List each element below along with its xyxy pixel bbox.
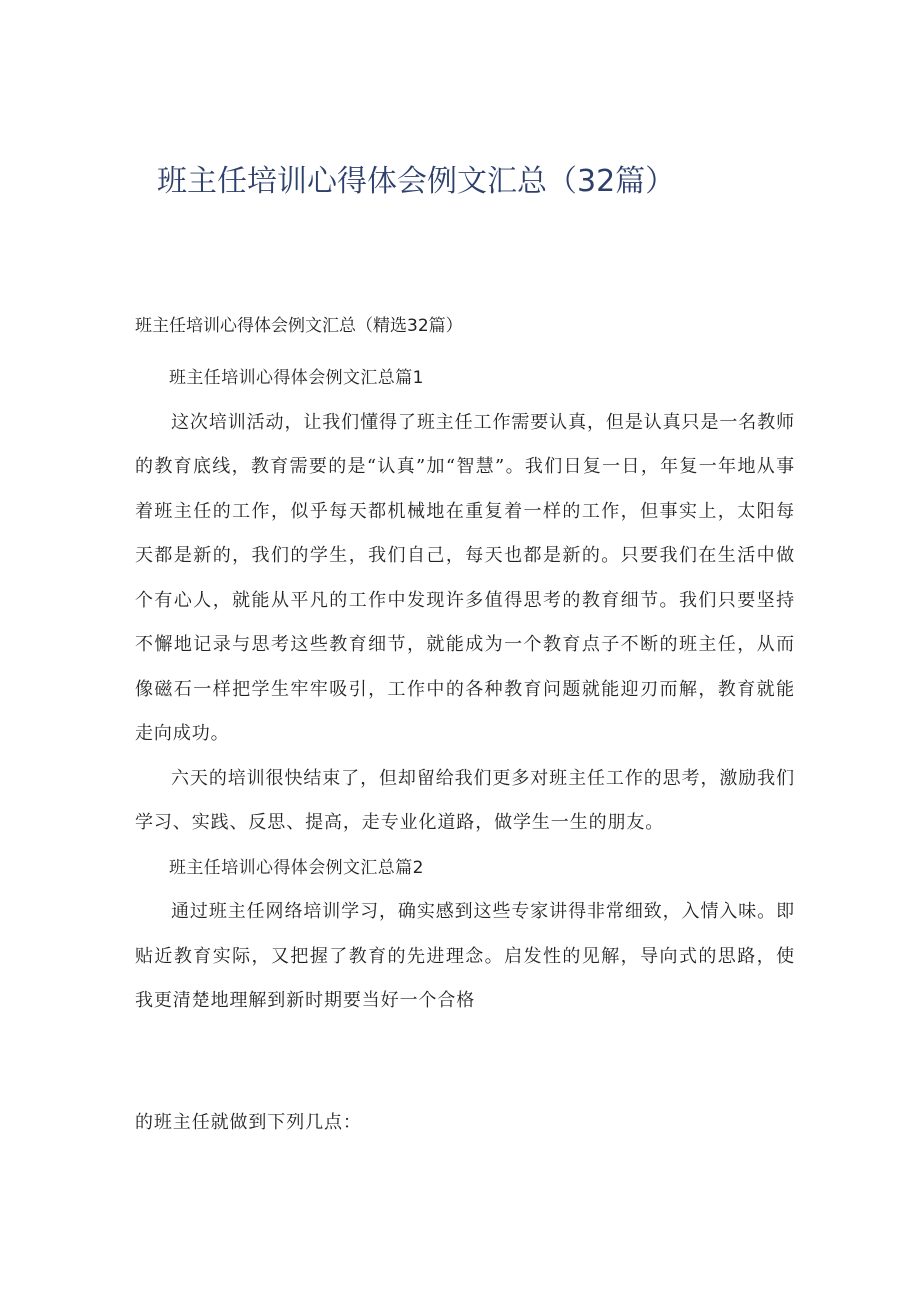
paragraph-1: 这次培训活动，让我们懂得了班主任工作需要认真，但是认真只是一名教师的教育底线，教育需要的是“认真”加“智慧”。我们日复一日，年复一年地从事着班主任的工作，似乎每天都机械地在重复着一样的工作，但事实上，太阳每天都是新的，我们的学生，我们自己，每天也都是新的。只要我们在生活中做个有心人，就能从平凡的工作中发现许多值得思考的教育细节。我们只要坚持不懈地记录与思考这些教育细节，就能成为一个教育点子不断的班主任，从而像磁石一样把学生牢牢吸引，工作中的各种教育问题就能迎刃而解，教育就能走向成功。 xyxy=(135,411,795,744)
document-body xyxy=(135,356,795,1024)
paragraph-3: 通过班主任网络培训学习，确实感到这些专家讲得非常细致，入情入味。即贴近教育实际，又把握了教育的先进理念。启发性的见解，导向式的思路，使我更清楚地理解到新时期要当好一个合格 xyxy=(135,901,795,1011)
section-heading-1: 班主任培训心得体会例文汇总篇1 xyxy=(169,368,424,388)
document-subtitle: 班主任培训心得体会例文汇总（精选32篇） xyxy=(135,316,463,336)
section-heading-2: 班主任培训心得体会例文汇总篇2 xyxy=(169,857,424,878)
paragraph-continuation: 的班主任就做到下列几点： xyxy=(135,1112,362,1133)
paragraph-2: 六天的培训很快结束了，但却留给我们更多对班主任工作的思考，激励我们学习、实践、反思、提高，走专业化道路，做学生一生的朋友。 xyxy=(135,767,795,833)
document-title: 班主任培训心得体会例文汇总（32篇） xyxy=(157,164,676,199)
